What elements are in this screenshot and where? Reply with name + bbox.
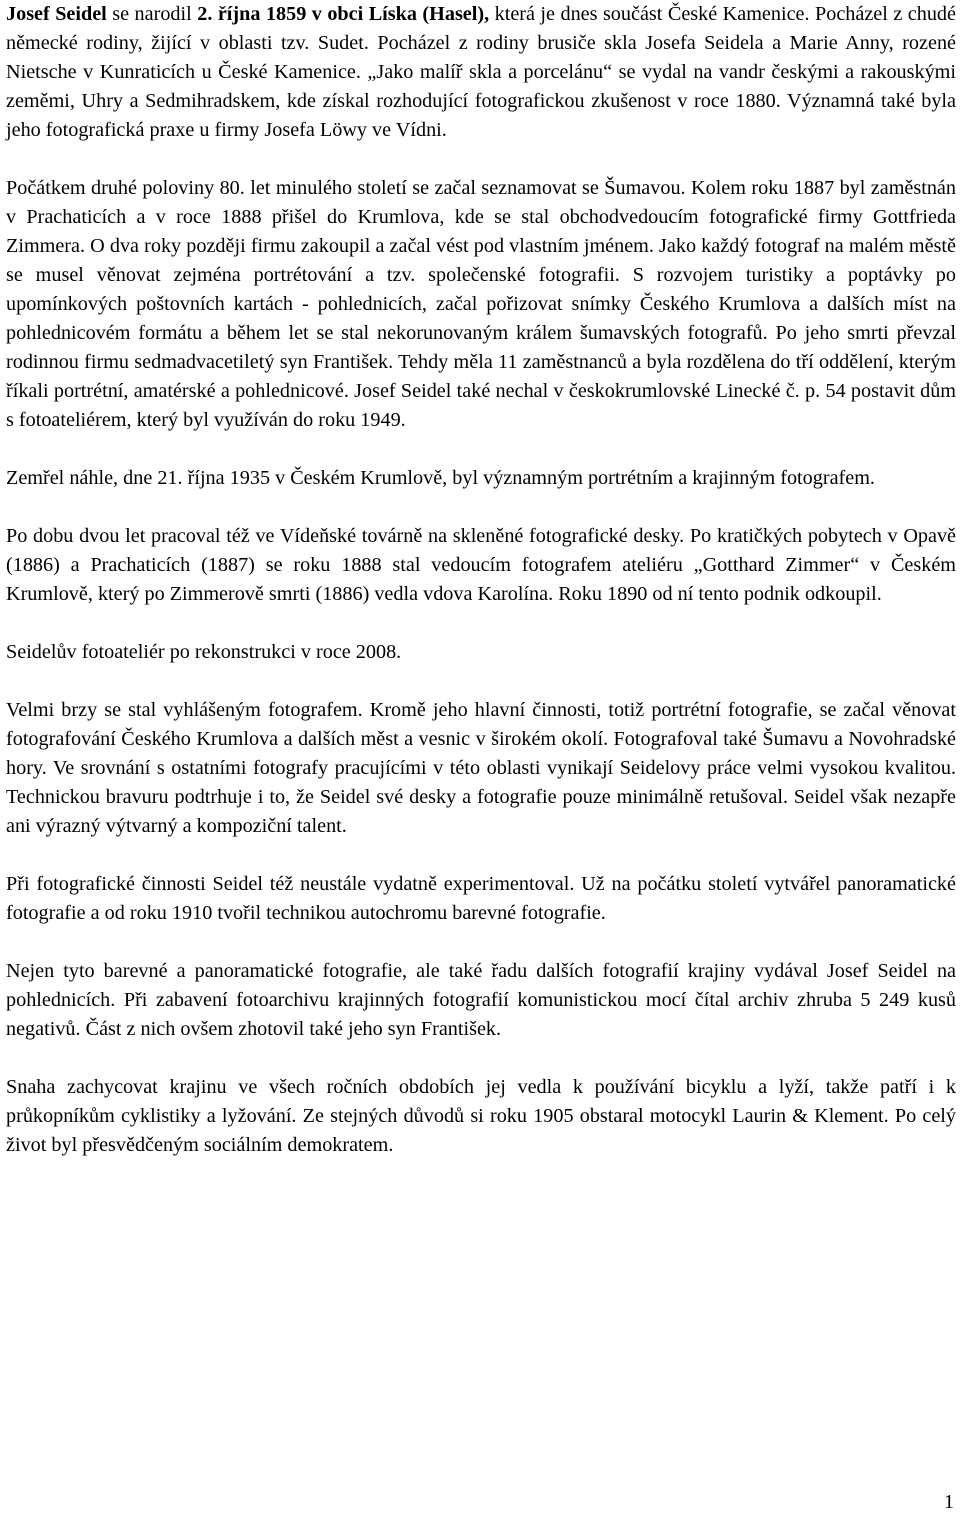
paragraph (6, 0, 956, 145)
bold-text: Josef Seidel (6, 3, 107, 25)
text-run: Po dobu dvou let pracoval též ve Vídeňské továrně na skleněné fotografické desky. Po kratičkých pobytech v Opavě (1886) a Prachaticích (1887) se roku 1888 stal vedoucím fotografem ateliéru „Gotthard Zimmer“ v Českém Krumlově, který po Zimmerově smrti (1886) vedla vdova Karolína. Roku 1890 od ní tento podnik odkoupil. (6, 525, 956, 605)
text-run: která je dnes součást České Kamenice. Pocházel z chudé německé rodiny, žijící v oblasti tzv. Sudet. Pocházel z rodiny brusiče skla Josefa Seidela a Marie Anny, rozené Nietsche v Kunraticích u České Kamenice. „Jako malíř skla a porcelánu“ se vydal na vandr českými a rakouskými zeměmi, Uhry a Sedmihradskem, kde získal rozhodující fotografickou zkušenost v roce 1880. Významná také byla jeho fotografická praxe u firmy Josefa Löwy ve Vídni. (6, 3, 956, 141)
text-run: Velmi brzy se stal vyhlášeným fotografem. Kromě jeho hlavní činnosti, totiž portrétní fotografie, se začal věnovat fotografování Českého Krumlova a dalších měst a vesnic v širokém okolí. Fotografoval také Šumavu a Novohradské hory. Ve srovnání s ostatními fotografy pracujícími v této oblasti vynikají Seidelovy práce velmi vysokou kvalitou. Technickou bravuru podtrhuje i to, že Seidel své desky a fotografie pouze minimálně retušoval. Seidel však nezapře ani výrazný výtvarný a kompoziční talent. (6, 699, 956, 837)
paragraph (6, 696, 956, 841)
page-number: 1 (944, 1491, 954, 1513)
bold-text: 2. října 1859 v obci Líska (Hasel), (197, 3, 490, 25)
paragraph (6, 522, 956, 609)
paragraph (6, 174, 956, 435)
paragraph (6, 464, 956, 493)
text-run: se narodil (106, 3, 198, 25)
text-run: Počátkem druhé poloviny 80. let minulého století se začal seznamovat se Šumavou. Kolem roku 1887 byl zaměstnán v Prachaticích a v roce 1888 přišel do Krumlova, kde se stal obchodvedoucím fotografické firmy Gottfrieda Zimmera. O dva roky později firmu zakoupil a začal vést pod vlastním jménem. Jako každý fotograf na malém městě se musel věnovat zejména portrétování a tzv. společenské fotografii. S rozvojem turistiky a poptávky po upomínkových poštovních kartách - pohlednicích, začal pořizovat snímky Českého Krumlova a dalších míst na pohlednicovém formátu a během let se stal nekorunovaným králem šumavských fotografů. Po jeho smrti převzal rodinnou firmu sedmadvacetiletý syn František. Tehdy měla 11 zaměstnanců a byla rozdělena do tří oddělení, kterým říkali portrétní, amatérské a pohlednicové. Josef Seidel také nechal v českokrumlovské Linecké č. p. 54 postavit dům s fotoateliérem, který byl využíván do roku 1949. (6, 177, 956, 431)
paragraph (6, 957, 956, 1044)
text-run: Zemřel náhle, dne 21. října 1935 v Českém Krumlově, byl významným portrétním a krajinným fotografem. (6, 467, 875, 489)
text-run: Při fotografické činnosti Seidel též neustále vydatně experimentoval. Už na počátku století vytvářel panoramatické fotografie a od roku 1910 tvořil technikou autochromu barevné fotografie. (6, 873, 956, 924)
text-run: Seidelův fotoateliér po rekonstrukci v roce 2008. (6, 641, 402, 663)
paragraph (6, 870, 956, 928)
text-run: Nejen tyto barevné a panoramatické fotografie, ale také řadu dalších fotografií krajiny vydával Josef Seidel na pohlednicích. Při zabavení fotoarchivu krajinných fotografií komunistickou mocí čítal archiv zhruba 5 249 kusů negativů. Část z nich ovšem zhotovil také jeho syn František. (6, 960, 956, 1040)
text-run: Snaha zachycovat krajinu ve všech ročních obdobích jej vedla k používání bicyklu a lyží, takže patří i k průkopníkům cyklistiky a lyžování. Ze stejných důvodů si roku 1905 obstaral motocykl Laurin & Klement. Po celý život byl přesvědčeným sociálním demokratem. (6, 1076, 956, 1156)
document-body (6, 0, 956, 1160)
paragraph (6, 638, 956, 667)
paragraph (6, 1073, 956, 1160)
